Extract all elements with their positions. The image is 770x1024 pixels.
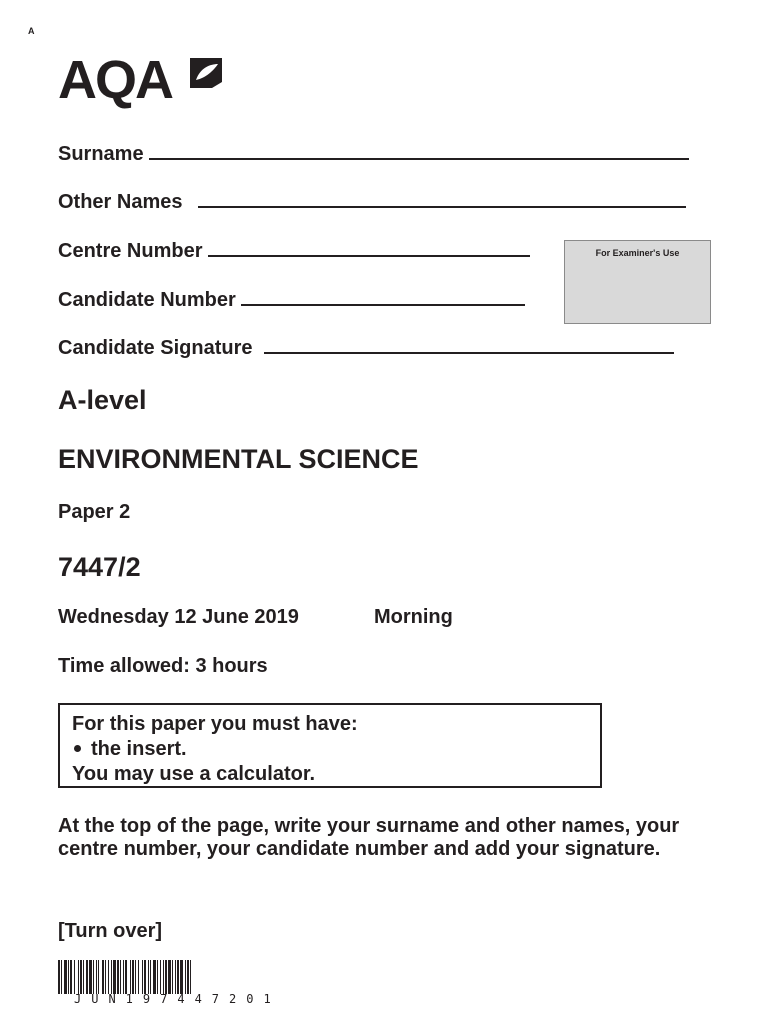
corner-mark: A [28, 26, 35, 36]
instruction-text: At the top of the page, write your surname and other names, your centre number, your candidate number and add your signature. [58, 815, 680, 860]
centre-number-line[interactable] [208, 237, 530, 257]
aqa-logo [58, 50, 228, 114]
other-names-label: Other Names [58, 191, 183, 213]
exam-level: A-level [58, 385, 147, 415]
logo-text: AQA [58, 50, 172, 110]
materials-heading: For this paper you must have: [72, 713, 358, 735]
surname-line[interactable] [149, 140, 689, 160]
exam-subject: ENVIRONMENTAL SCIENCE [58, 444, 419, 474]
bullet-icon [74, 745, 81, 752]
barcode-icon [58, 960, 304, 994]
barcode-text: JUN197447201 [74, 992, 281, 1006]
centre-number-label: Centre Number [58, 240, 203, 262]
other-names-field[interactable] [58, 188, 686, 214]
candidate-signature-field[interactable] [58, 334, 674, 360]
exam-code: 7447/2 [58, 552, 141, 582]
aqa-leaf-logo-icon [186, 56, 226, 90]
materials-item-text: the insert. [91, 738, 187, 760]
materials-item [72, 737, 588, 762]
candidate-number-label: Candidate Number [58, 289, 236, 311]
surname-label: Surname [58, 143, 144, 165]
time-allowed: Time allowed: 3 hours [58, 655, 268, 677]
candidate-number-field[interactable] [58, 286, 525, 312]
other-names-line[interactable] [198, 188, 686, 208]
exam-session: Morning [374, 606, 453, 628]
exam-date: Wednesday 12 June 2019 [58, 606, 299, 628]
examiner-use-label: For Examiner's Use [595, 248, 680, 258]
exam-paper: Paper 2 [58, 501, 131, 523]
centre-number-field[interactable] [58, 237, 530, 263]
turn-over-label: [Turn over] [58, 920, 163, 942]
candidate-signature-label: Candidate Signature [58, 337, 253, 359]
examiner-use-box [564, 240, 711, 324]
surname-field[interactable] [58, 140, 689, 166]
materials-note: You may use a calculator. [72, 763, 316, 785]
materials-box [58, 703, 602, 788]
candidate-signature-line[interactable] [264, 334, 674, 354]
candidate-number-line[interactable] [241, 286, 525, 306]
